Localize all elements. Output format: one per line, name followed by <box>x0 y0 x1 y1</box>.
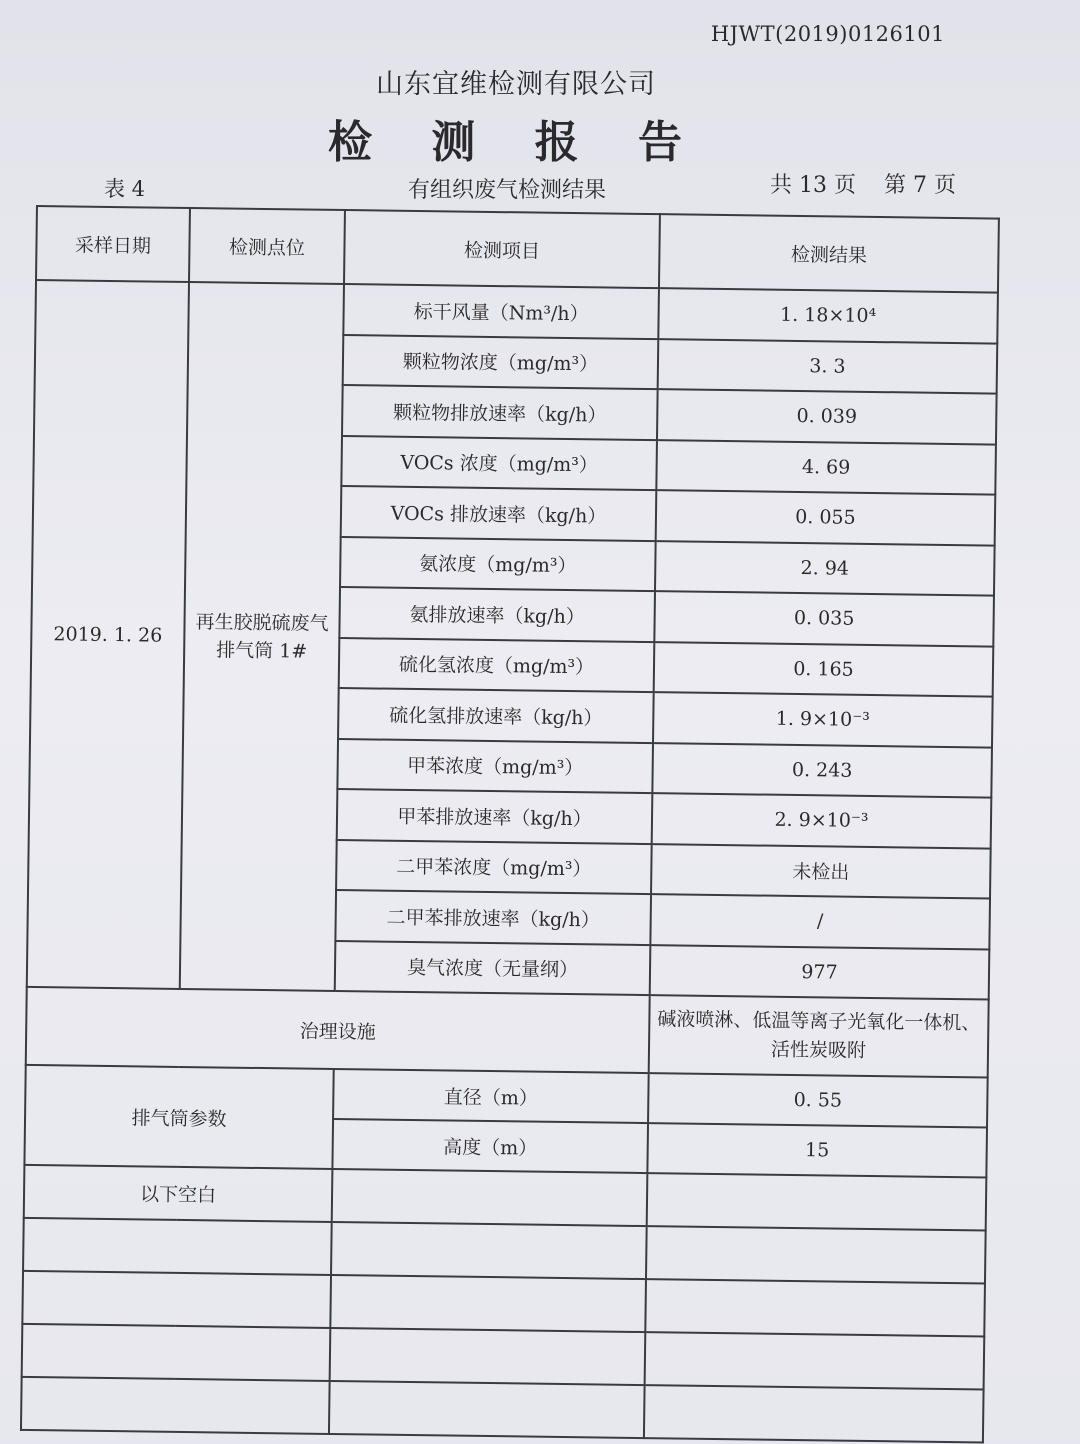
stack-diameter-value: 0. 55 <box>648 1073 988 1127</box>
blank-cell <box>645 1332 985 1389</box>
company-name: 山东宜维检测有限公司 <box>376 69 656 100</box>
column-header-result: 检测结果 <box>659 214 999 292</box>
results-table <box>20 205 1000 1444</box>
test-result: 2. 94 <box>655 541 995 596</box>
test-result: 0. 243 <box>652 743 992 798</box>
blank-cell <box>332 1169 648 1226</box>
test-result: 3. 3 <box>658 339 998 394</box>
column-header-point: 检测点位 <box>189 208 345 284</box>
test-item: 硫化氢浓度（mg/m³） <box>339 638 655 693</box>
test-result: 1. 18×10⁴ <box>658 288 998 343</box>
blank-label: 以下空白 <box>24 1165 333 1222</box>
test-item: 臭气浓度（无量纲） <box>335 940 651 995</box>
document-number: HJWT(2019)0126101 <box>710 22 945 46</box>
test-result: 1. 9×10⁻³ <box>653 692 993 747</box>
test-result: 未检出 <box>651 844 991 899</box>
blank-cell <box>644 1385 984 1442</box>
test-result: 977 <box>650 945 990 1000</box>
test-item: 颗粒物浓度（mg/m³） <box>343 335 659 390</box>
test-item: 甲苯排放速率（kg/h） <box>337 789 653 844</box>
blank-cell <box>23 1218 332 1275</box>
test-item: 氨浓度（mg/m³） <box>340 537 656 592</box>
test-item: 氨排放速率（kg/h） <box>339 587 655 642</box>
facility-label: 治理设施 <box>26 987 650 1073</box>
stack-label: 排气筒参数 <box>24 1065 333 1169</box>
total-pages: 共 13 页 <box>770 173 856 198</box>
blank-cell <box>21 1377 330 1434</box>
blank-cell <box>331 1222 647 1279</box>
test-item: 甲苯浓度（mg/m³） <box>337 738 653 793</box>
stack-diameter-label: 直径（m） <box>333 1069 649 1123</box>
test-item: 二甲苯排放速率（kg/h） <box>335 890 651 945</box>
sampling-date: 2019. 1. 26 <box>27 280 189 989</box>
test-item: VOCs 排放速率（kg/h） <box>341 486 657 541</box>
blank-cell <box>22 1271 331 1328</box>
table-name: 有组织废气检测结果 <box>408 178 607 203</box>
test-item: VOCs 浓度（mg/m³） <box>341 436 657 491</box>
blank-cell <box>329 1381 645 1438</box>
blank-cell <box>645 1279 985 1336</box>
blank-cell <box>330 1328 646 1385</box>
test-result: 0. 035 <box>654 591 994 646</box>
column-header-date: 采样日期 <box>36 206 190 282</box>
test-result: / <box>650 894 990 949</box>
stack-height-value: 15 <box>647 1123 987 1177</box>
blank-cell <box>22 1324 331 1381</box>
stack-height-label: 高度（m） <box>332 1119 648 1173</box>
test-item: 二甲苯浓度（mg/m³） <box>336 839 652 894</box>
facility-row <box>26 987 989 1078</box>
blank-cell <box>646 1226 986 1283</box>
column-header-item: 检测项目 <box>344 210 660 288</box>
test-result: 0. 055 <box>656 490 996 545</box>
page-indicator <box>770 168 984 199</box>
blank-row <box>21 1377 984 1443</box>
blank-cell <box>647 1173 987 1230</box>
test-result: 0. 165 <box>654 642 994 697</box>
current-page: 第 7 页 <box>883 173 956 198</box>
test-result: 0. 039 <box>657 389 997 444</box>
test-result: 4. 69 <box>656 440 996 495</box>
test-item: 颗粒物排放速率（kg/h） <box>342 385 658 440</box>
test-result: 2. 9×10⁻³ <box>652 793 992 848</box>
blank-cell <box>330 1275 646 1332</box>
report-title: 检 测 报 告 <box>328 117 704 168</box>
table-header-row <box>36 206 999 293</box>
test-item: 标干风量（Nm³/h） <box>343 284 659 339</box>
facility-value: 碱液喷淋、低温等离子光氧化一体机、活性炭吸附 <box>649 995 989 1077</box>
test-item: 硫化氢排放速率（kg/h） <box>338 688 654 743</box>
table-number: 表 4 <box>104 177 146 201</box>
sampling-point: 再生胶脱硫废气排气筒 1# <box>180 282 344 991</box>
